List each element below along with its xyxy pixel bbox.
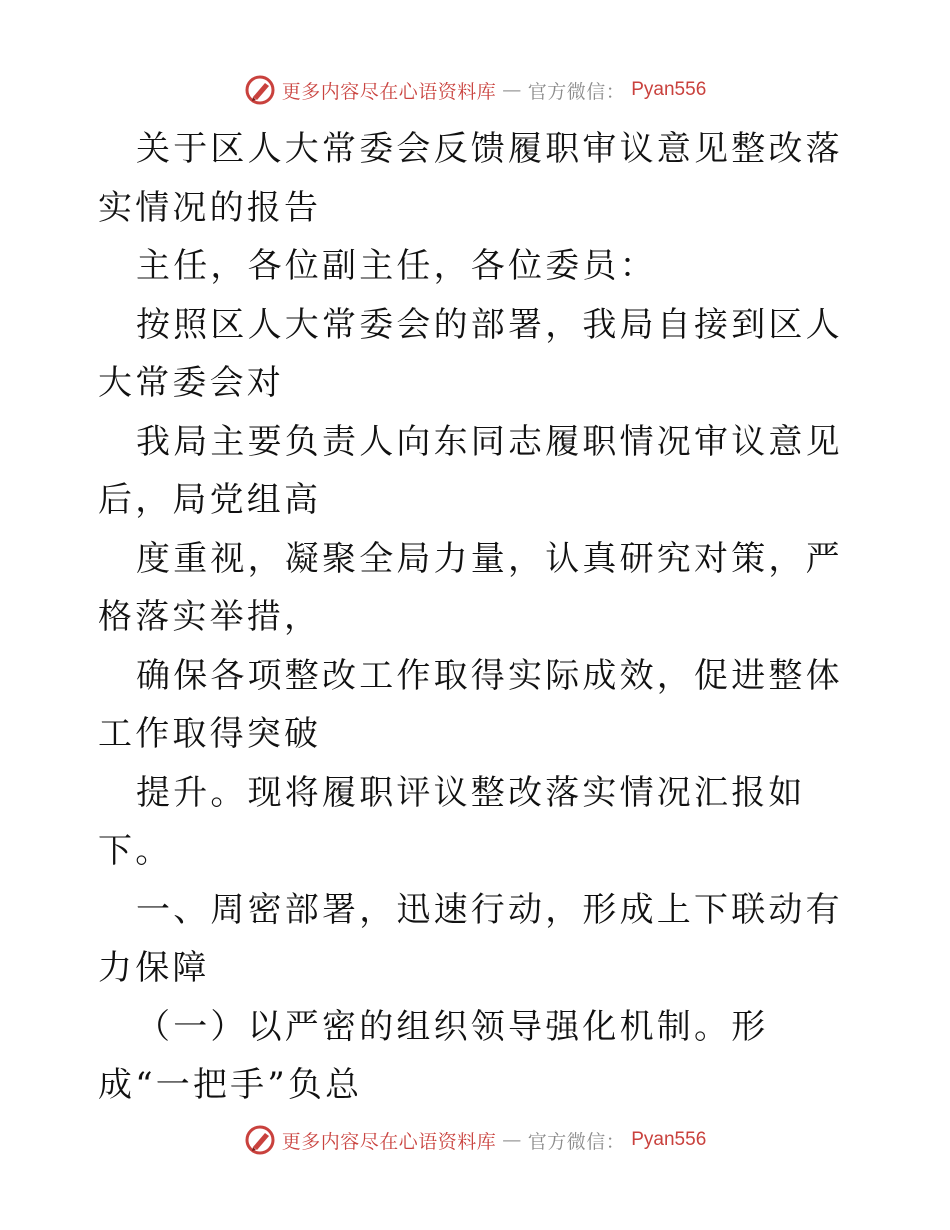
body-paragraph: 提升。现将履职评议整改落实情况汇报如下。 [98,772,806,871]
watermark-wechat-label: 官方微信： [527,1130,626,1153]
watermark-text: 更多内容尽在心语资料库 [281,80,497,103]
watermark-text: 更多内容尽在心语资料库 [281,1130,497,1153]
section-heading: 一、周密部署，迅速行动，形成上下联动有力保障 [98,889,843,988]
body-paragraph: 按照区人大常委会的部署，我局自接到区人大常委会对 [98,304,843,403]
salutation: 主任，各位副主任，各位委员： [136,246,657,286]
body-paragraph: 确保各项整改工作取得实际成效，促进整体工作取得突破 [98,655,843,754]
body-paragraph: 度重视，凝聚全局力量，认真研究对策，严格落实举措， [98,538,843,637]
watermark-dash: — [502,79,522,101]
watermark-dash: — [502,1129,522,1151]
document-title: 关于区人大常委会反馈履职审议意见整改落实情况的报告 [98,129,843,228]
pen-circle-logo-icon [244,1124,276,1156]
body-paragraph: 我局主要负责人向东同志履职情况审议意见后，局党组高 [98,421,843,520]
watermark-wechat-label: 官方微信： [527,80,626,103]
pen-circle-logo-icon [244,74,276,106]
footer-watermark [0,1120,950,1160]
document-body [98,120,858,1115]
header-watermark [0,70,950,110]
subsection-heading: （一）以严密的组织领导强化机制。形成“一把手”负总 [98,1006,769,1105]
watermark-wechat-id: Pyan556 [631,79,707,100]
watermark-wechat-id: Pyan556 [631,1129,707,1150]
